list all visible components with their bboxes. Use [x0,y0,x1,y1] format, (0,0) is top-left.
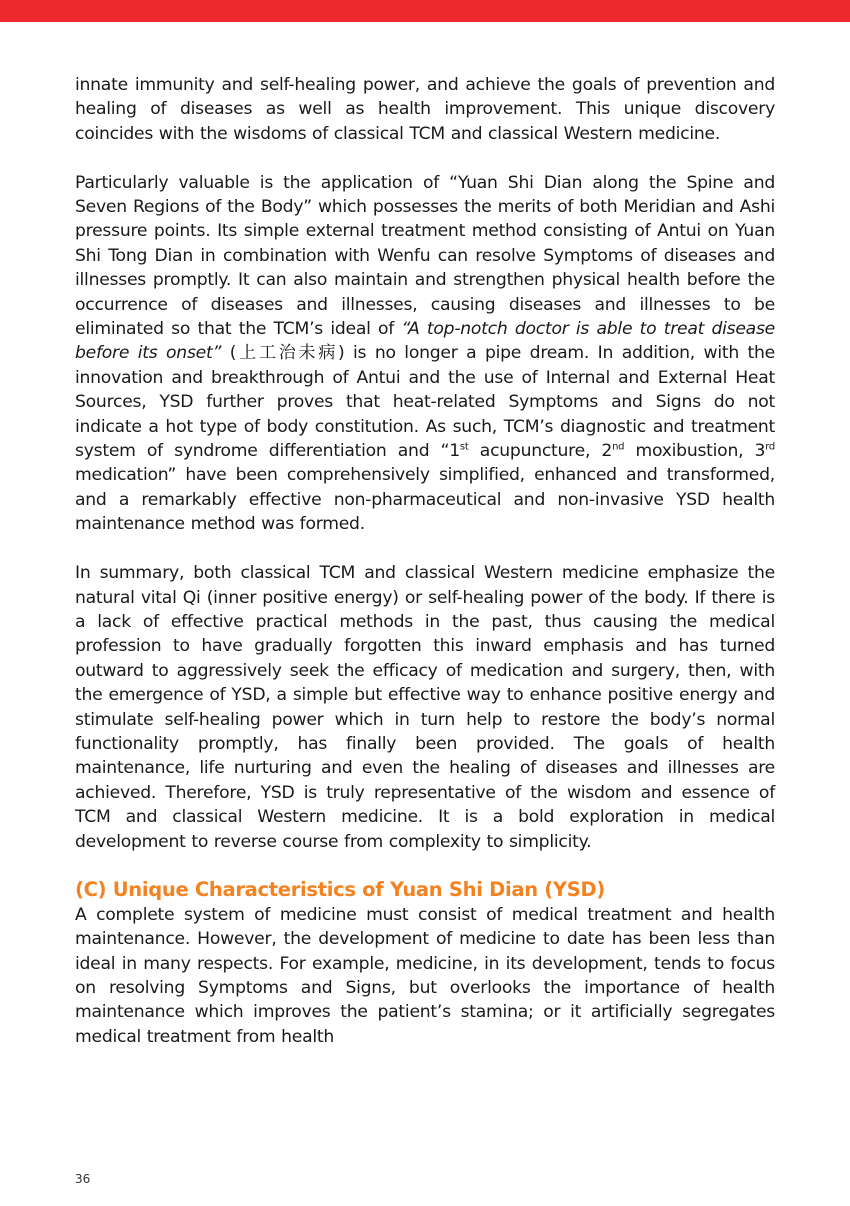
page-number: 36 [75,1172,91,1186]
paragraph-2 [75,171,775,537]
paragraph-2-text-e: medication” have been comprehensively simplified, enhanced and transformed, and a remarkably effective non-pharmaceutical and non-invasive YSD health maintenance method was formed. [75,465,775,535]
paragraph-spacer [75,854,775,878]
paragraph-1: innate immunity and self-healing power, and achieve the goals of prevention and healing of diseases as well as health improvement. This unique discovery coincides with the wisdoms of classical TCM and classical Western medicine. [75,75,775,144]
paragraph-spacer [75,537,775,561]
paragraph-2-text-d: moxibustion, 3 [624,441,766,462]
superscript-st: st [459,441,469,453]
chinese-phrase: (上工治未病) [229,343,345,364]
page-content [75,73,775,1049]
paragraph-spacer [75,146,775,170]
paragraph-2-text-b: is no longer a pipe dream. In addition, with the innovation and breakthrough of Antui and the use of Internal and External Heat Sources, YSD further proves that heat-related Symptoms and Signs do not indicate a hot type of body constitution. As such, TCM’s diagnostic and treatment system of syndrome differentiation and “1 [75,343,776,462]
paragraph-2-text-a: Particularly valuable is the application of “Yuan Shi Dian along the Spine and Seven Regions of the Body” which possesses the merits of both Meridian and Ashi pressure points. Its simple external treatment method consisting of Antui on Yuan Shi Tong Dian in combination with Wenfu can resolve Symptoms of diseases and illnesses promptly. It can also maintain and strengthen physical health before the occurrence of diseases and illnesses, causing diseases and illnesses to be eliminated so that the TCM’s ideal of [75,172,775,340]
top-color-bar [0,0,850,22]
section-heading: (C) Unique Characteristics of Yuan Shi Dian (YSD) [75,878,605,902]
paragraph-4: A complete system of medicine must consist of medical treatment and health maintenance. However, the development of medicine to date has been less than ideal in many respects. For example, medicine, in its development, tends to focus on resolving Symptoms and Signs, but overlooks the importance of health maintenance which improves the patient’s stamina; or it artificially segregates medical treatment from health [75,904,775,1047]
superscript-nd: nd [612,441,625,453]
superscript-rd: rd [765,441,776,453]
italic-quote: “A top-notch doctor is able to treat disease before its onset” [75,319,775,364]
paragraph-3: In summary, both classical TCM and classical Western medicine emphasize the natural vital Qi (inner positive energy) or self-healing power of the body. If there is a lack of effective practical methods in the past, thus causing the medical profession to have gradually forgotten this inward emphasis and has turned outward to aggressively seek the efficacy of medication and surgery, then, with the emergence of YSD, a simple but effective way to enhance positive energy and stimulate self-healing power which in turn help to restore the body’s normal functionality promptly, has finally been provided. The goals of health maintenance, life nurturing and even the healing of diseases and illnesses are achieved. Therefore, YSD is truly representative of the wisdom and essence of TCM and classical Western medicine. It is a bold exploration in medical development to reverse course from complexity to simplicity. [75,563,775,852]
paragraph-2-text-c: acupuncture, 2 [468,441,613,462]
